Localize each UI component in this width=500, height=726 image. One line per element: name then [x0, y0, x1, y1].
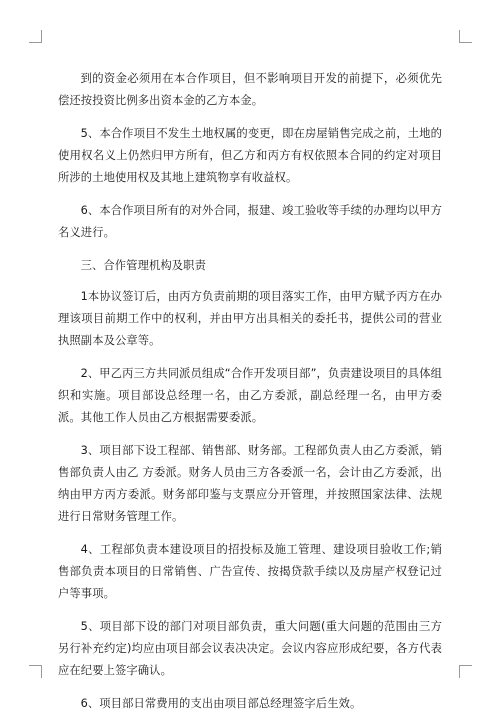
paragraph-daily-expenses: 6、项目部日常费用的支出由项目部总经理签字后生效。: [80, 697, 362, 710]
crop-mark-bottom-left: [29, 665, 42, 678]
paragraph-preliminary-work: 1本协议签订后，由丙方负责前期的项目落实工作，由甲方赋予丙方在办理该项目前期工作中的权利，并由甲方出具相关的委托书，提供公司的营业执照副本及公章等。: [58, 290, 442, 347]
crop-mark-top-left: [29, 30, 42, 43]
paragraph-capital-repayment: 到的资金必须用在本合作项目，但不影响项目开发的前提下，必须优先偿还按投资比例多出资本金的乙方本金。: [58, 72, 442, 107]
paragraph-major-decisions: 5、项目部下设的部门对项目部负责，重大问题(重大问题的范围由三方另行补充约定)均应由项目部会议表决决定。会议内容应形成纪要，各方代表应在纪要上签字确认。: [58, 620, 442, 677]
paragraph-project-department: 2、甲乙丙三方共同派员组成“合作开发项目部”，负责建设项目的具体组织和实施。项目部设总经理一名，由乙方委派，副总经理一名，由甲方委派。其他工作人员由乙方根据需要委派。: [58, 367, 442, 424]
paragraph-department-duties: 4、工程部负责本建设项目的招投标及施工管理、建设项目验收工作;销售部负责本项目的日常销售、广告宣传、按揭贷款手续以及房屋产权登记过户等事项。: [58, 543, 442, 600]
paragraph-external-contracts: 6、本合作项目所有的对外合同，报建、竣工验收等手续的办理均以甲方名义进行。: [58, 204, 442, 239]
crop-mark-top-right: [459, 30, 472, 43]
crop-mark-bottom-right: [459, 665, 472, 678]
document-body: [58, 68, 442, 726]
section-heading-management: 三、合作管理机构及职责: [80, 259, 206, 272]
paragraph-land-rights: 5、本合作项目不发生土地权属的变更，即在房屋销售完成之前，土地的使用权名义上仍然归甲方所有，但乙方和丙方有权依照本合同的约定对项目所涉的土地使用权及其地上建筑物享有收益权。: [58, 127, 442, 184]
paragraph-sub-departments: 3、项目部下设工程部、销售部、财务部。工程部负责人由乙方委派，销售部负责人由乙 方委派。财务人员由三方各委派一名，会计由乙方委派，出纳由甲方丙方委派。财务部印鉴与支票应分开管理，并按照国家法律、法规进行日常财务管理工作。: [58, 444, 442, 523]
